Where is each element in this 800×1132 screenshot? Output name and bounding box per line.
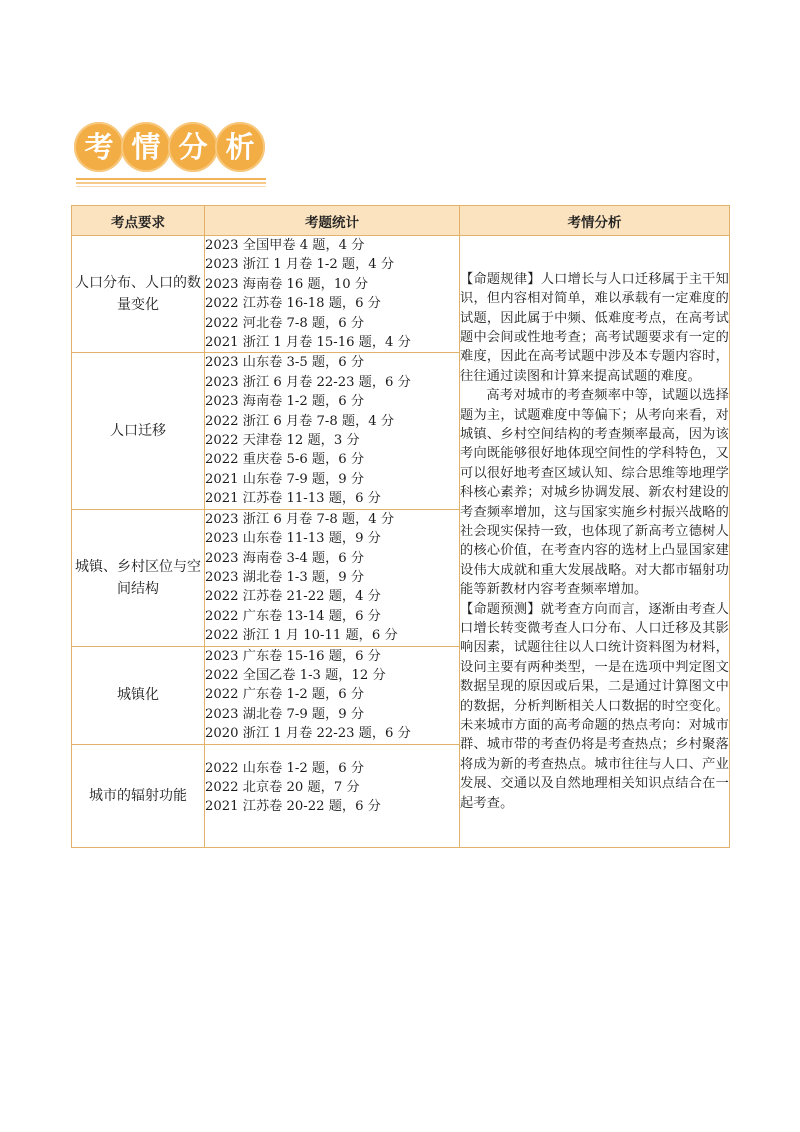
analysis-paragraph: 【命题预测】就考查方向而言，逐渐由考查人口增长转变微考查人口分布、人口迁移及其影响因素，试题往往以人口统计资料图为材料，设问主要有两种类型，一是在选项中判定图文数据呈现的原因或后果，二是通过计算图文中的数据，分析判断相关人口数据的时空变化。未来城市方面的高考命题的热点考向：对城市群、城市带的考查仍将是考查热点；乡村聚落将成为新的考查热点。城市往往与人口、产业发展、交通以及自然地理相关知识点结合在一起考查。 — [460, 601, 729, 811]
title-underline — [76, 182, 266, 184]
stat-line: 2023 山东卷 11-13 题，9 分 — [205, 531, 381, 547]
stat-line: 2023 海南卷 3-4 题，6 分 — [205, 550, 365, 566]
exam-analysis-table — [71, 205, 730, 848]
stat-line: 2023 海南卷 16 题，10 分 — [205, 276, 369, 292]
stat-line: 2022 河北卷 7-8 题，6 分 — [205, 315, 365, 331]
title-char: 析 — [215, 122, 265, 172]
stats-cell — [205, 509, 460, 646]
stats-cell — [205, 353, 460, 509]
stat-line: 2023 山东卷 3-5 题，6 分 — [205, 355, 365, 371]
stat-line: 2023 广东卷 15-16 题，6 分 — [205, 648, 381, 664]
title-underline — [76, 178, 266, 180]
stat-line: 2021 山东卷 7-9 题，9 分 — [205, 471, 365, 487]
analysis-paragraph: 【命题规律】人口增长与人口迁移属于主干知识，但内容相对简单，难以承载有一定难度的试题，因此属于中频、低难度考点，在高考试题中会间或性地考查；高考试题要求有一定的难度，因此在高考试题中涉及本专题内容时，往往通过读图和计算来提高试题的难度。 — [460, 271, 729, 384]
title-char: 考 — [74, 122, 124, 172]
requirement-cell: 城市的辐射功能 — [72, 744, 205, 847]
requirement-cell: 城镇化 — [72, 646, 205, 744]
title-underline — [76, 186, 266, 187]
stat-line: 2023 浙江 1 月卷 1-2 题，4 分 — [205, 257, 395, 273]
table-row — [72, 236, 730, 353]
stat-line: 2022 浙江 1 月 10-11 题，6 分 — [205, 628, 398, 644]
stat-line: 2023 海南卷 1-2 题，6 分 — [205, 394, 365, 410]
stat-line: 2022 天津卷 12 题，3 分 — [205, 433, 360, 449]
stats-cell — [205, 646, 460, 744]
stat-line: 2022 山东卷 1-2 题，6 分 — [205, 760, 365, 776]
stat-line: 2022 江苏卷 21-22 题，4 分 — [205, 589, 381, 605]
stat-line: 2022 江苏卷 16-18 题，6 分 — [205, 296, 381, 312]
header-requirement: 考点要求 — [72, 206, 205, 236]
stat-line: 2023 湖北卷 7-9 题，9 分 — [205, 706, 365, 722]
requirement-cell: 人口迁移 — [72, 353, 205, 509]
stat-line: 2022 全国乙卷 1-3 题，12 分 — [205, 667, 386, 683]
stat-line: 2021 江苏卷 11-13 题，6 分 — [205, 491, 381, 507]
stats-cell — [205, 236, 460, 353]
header-analysis: 考情分析 — [460, 206, 730, 236]
stat-line: 2023 浙江 6 月卷 7-8 题，4 分 — [205, 511, 395, 527]
stat-line: 2022 广东卷 1-2 题，6 分 — [205, 687, 365, 703]
title-char: 分 — [168, 122, 218, 172]
analysis-cell — [460, 236, 730, 848]
stat-line: 2022 北京卷 20 题，7 分 — [205, 779, 360, 795]
requirement-cell: 城镇、乡村区位与空间结构 — [72, 509, 205, 646]
analysis-paragraph: 高考对城市的考查频率中等，试题以选择题为主，试题难度中等偏下；从考向来看，对城镇、乡村空间结构的考查频率最高，因为该考向既能够很好地体现空间性的学科特色，又可以很好地考查区域认知、综合思维等地理学科核心素养；对城乡协调发展、新农村建设的考查频率增加，这与国家实施乡村振兴战略的社会现实保持一致，也体现了新高考立德树人的核心价值，在考查内容的选材上凸显国家建设伟大成就和重大发展战略。对大都市辐射功能等新教材内容考查频率增加。 — [460, 388, 729, 598]
title-char: 情 — [121, 122, 171, 172]
table-header-row — [72, 206, 730, 236]
stat-line: 2021 浙江 1 月卷 15-16 题，4 分 — [205, 335, 411, 351]
stat-line: 2023 浙江 6 月卷 22-23 题，6 分 — [205, 374, 411, 390]
stat-line: 2021 江苏卷 20-22 题，6 分 — [205, 799, 381, 815]
stat-line: 2023 湖北卷 1-3 题，9 分 — [205, 569, 365, 585]
stat-line: 2022 广东卷 13-14 题，6 分 — [205, 608, 381, 624]
stat-line: 2022 浙江 6 月卷 7-8 题，4 分 — [205, 413, 395, 429]
header-statistics: 考题统计 — [205, 206, 460, 236]
stat-line: 2022 重庆卷 5-6 题，6 分 — [205, 452, 365, 468]
stats-cell — [205, 744, 460, 847]
requirement-cell: 人口分布、人口的数量变化 — [72, 236, 205, 353]
stat-line: 2023 全国甲卷 4 题，4 分 — [205, 238, 365, 253]
section-title — [74, 122, 274, 184]
stat-line: 2020 浙江 1 月卷 22-23 题，6 分 — [205, 726, 411, 742]
